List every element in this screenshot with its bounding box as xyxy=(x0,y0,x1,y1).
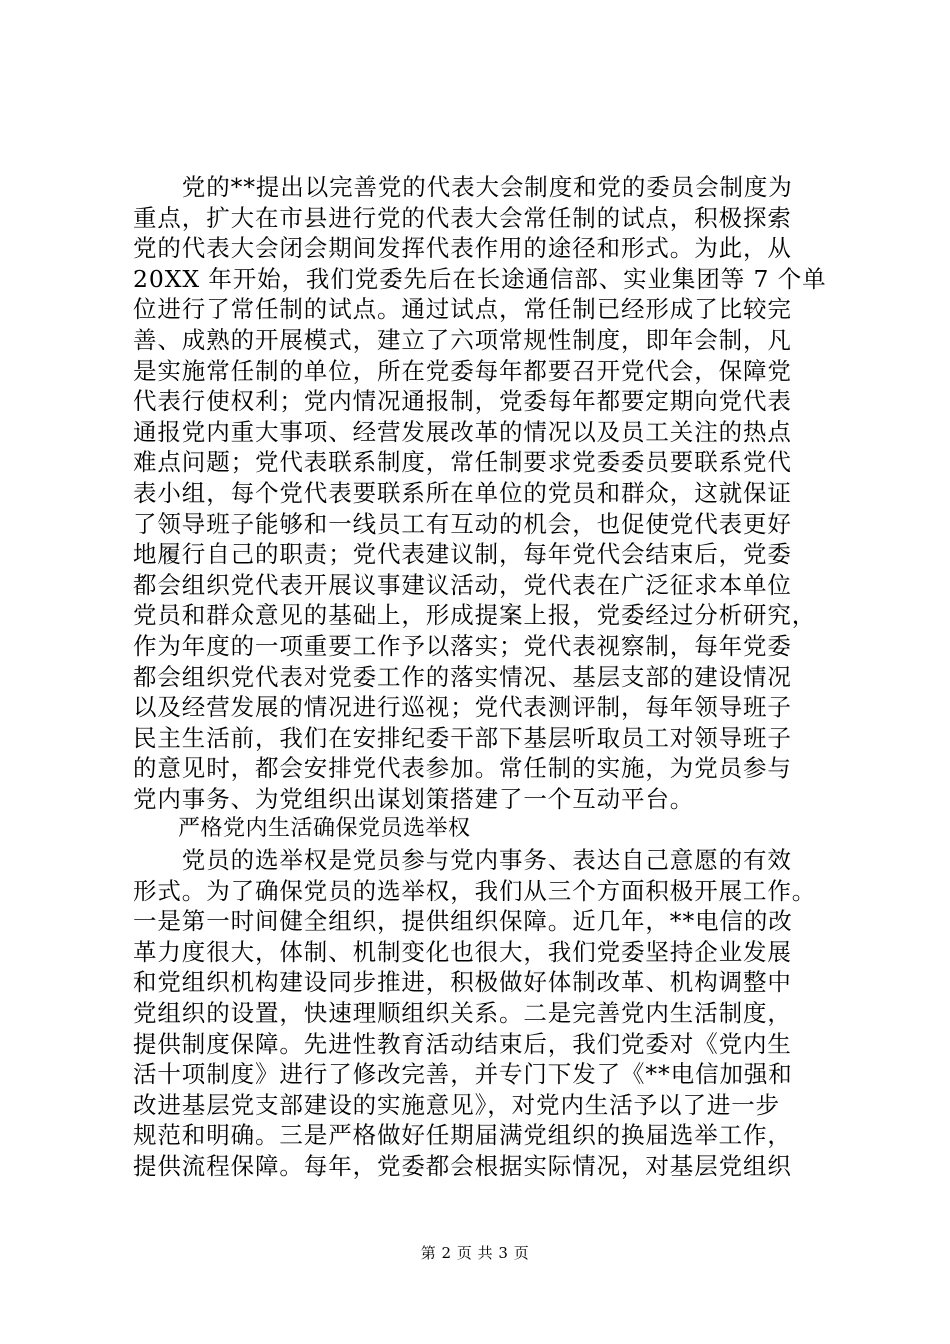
paragraph-election-rights xyxy=(133,845,831,1182)
text-line: 通报党内重大事项、经营发展改革的情况以及员工关注的热点 xyxy=(133,417,792,446)
text-line: 党的**提出以完善党的代表大会制度和党的委员会制度为 xyxy=(133,173,793,201)
text-line: 一是第一时间健全组织，提供组织保障。近几年，**电信的改 xyxy=(133,907,793,936)
text-line: 形式。为了确保党员的选举权，我们从三个方面积极开展工作。 xyxy=(133,876,817,905)
text-line: 党员和群众意见的基础上，形成提案上报，党委经过分析研究， xyxy=(133,601,817,630)
text-line: 和党组织机构建设同步推进，积极做好体制改革、机构调整中 xyxy=(133,968,792,997)
section-heading: 严格党内生活确保党员选举权 xyxy=(133,816,471,842)
text-line: 党员的选举权是党员参与党内事务、表达自己意愿的有效 xyxy=(133,846,792,875)
text-line: 位进行了常任制的试点。通过试点，常任制已经形成了比较完 xyxy=(133,295,792,324)
text-line: 是实施常任制的单位，所在党委每年都要召开党代会，保障党 xyxy=(133,356,792,385)
text-line: 规范和明确。三是严格做好任期届满党组织的换届选举工作， xyxy=(133,1121,792,1150)
text-line: 难点问题；党代表联系制度，常任制要求党委委员要联系党代 xyxy=(133,448,792,477)
text-line: 了领导班子能够和一线员工有互动的机会，也促使党代表更好 xyxy=(133,509,792,538)
page-number-label: 第 2 页 共 3 页 xyxy=(420,1244,530,1262)
text-line: 地履行自己的职责；党代表建议制，每年党代会结束后，党委 xyxy=(133,540,792,569)
text-line: 都会组织党代表对党委工作的落实情况、基层支部的建设情况 xyxy=(133,662,792,691)
text-line: 的意见时，都会安排党代表参加。常任制的实施，为党员参与 xyxy=(133,754,792,783)
text-line: 作为年度的一项重要工作予以落实；党代表视察制，每年党委 xyxy=(133,631,792,660)
text-line: 提供流程保障。每年，党委都会根据实际情况，对基层党组织 xyxy=(133,1152,792,1180)
text-line: 以及经营发展的情况进行巡视；党代表测评制，每年领导班子 xyxy=(133,693,792,722)
paragraph-party-congress xyxy=(133,172,831,814)
text-line: 善、成熟的开展模式，建立了六项常规性制度，即年会制，凡 xyxy=(133,325,792,354)
text-line: 党的代表大会闭会期间发挥代表作用的途径和形式。为此，从 xyxy=(133,234,792,263)
document-body xyxy=(133,172,831,1182)
text-line: 党内事务、为党组织出谋划策搭建了一个互动平台。 xyxy=(133,784,695,813)
text-line: 20XX 年开始，我们党委先后在长途通信部、实业集团等 7 个单 xyxy=(133,264,827,293)
text-line: 表小组，每个党代表要联系所在单位的党员和群众，这就保证 xyxy=(133,478,792,507)
text-line: 改进基层党支部建设的实施意见》，对党内生活予以了进一步 xyxy=(133,1090,781,1119)
text-line: 革力度很大，体制、机制变化也很大，我们党委坚持企业发展 xyxy=(133,937,792,966)
text-line: 重点，扩大在市县进行党的代表大会常任制的试点，积极探索 xyxy=(133,203,792,232)
text-line: 都会组织党代表开展议事建议活动，党代表在广泛征求本单位 xyxy=(133,570,792,599)
text-line: 民主生活前，我们在安排纪委干部下基层听取员工对领导班子 xyxy=(133,723,792,752)
text-line: 代表行使权利；党内情况通报制，党委每年都要定期向党代表 xyxy=(133,387,792,416)
text-line: 提供制度保障。先进性教育活动结束后，我们党委对《党内生 xyxy=(133,1029,792,1058)
text-line: 活十项制度》进行了修改完善，并专门下发了《**电信加强和 xyxy=(133,1060,793,1089)
text-line: 党组织的设置，快速理顺组织关系。二是完善党内生活制度， xyxy=(133,999,792,1028)
page-footer xyxy=(0,1242,950,1263)
